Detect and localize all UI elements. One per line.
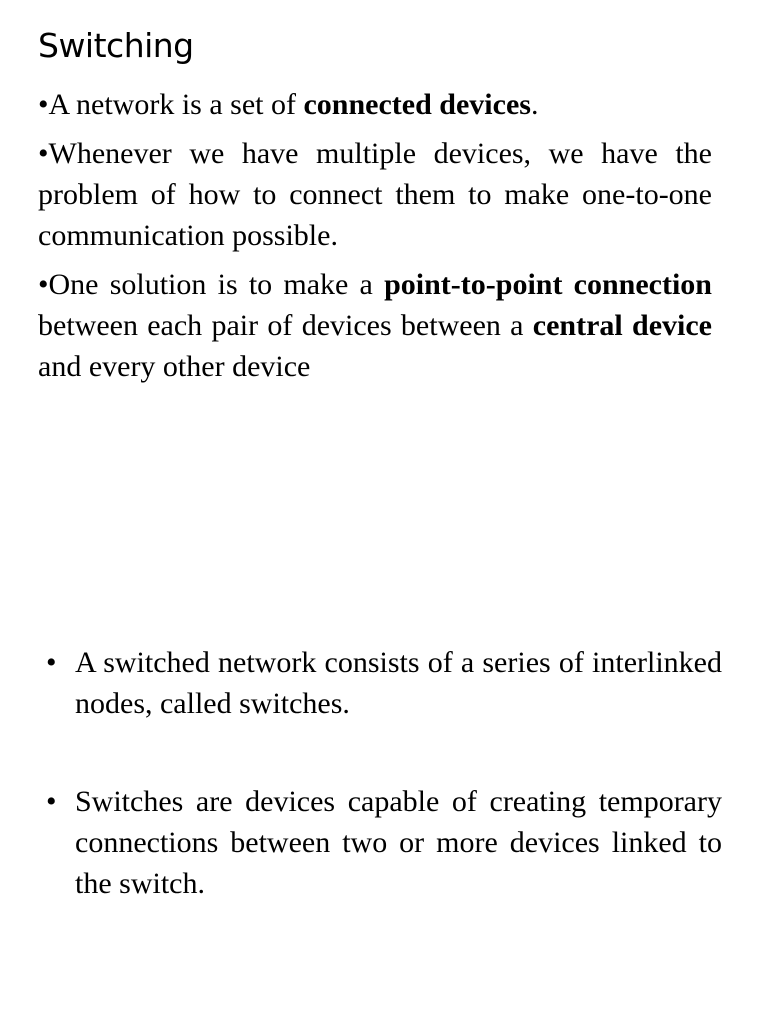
paragraph-bullet: • [38,137,49,170]
bullet-text: Switches are devices capable of creating temporary connections between two or more devices linked to the switch. [75,785,722,900]
paragraph-bold-text: central device [532,309,712,342]
paragraph-text: Whenever we have multiple devices, we have the problem of how to connect them to make one-to-one communication possible. [38,137,712,252]
paragraph-text: between each pair of devices between a [38,309,533,342]
paragraph-text: One solution is to make a [48,268,385,301]
bullet-marker: • [46,646,57,679]
paragraph-text: A network is a set of [48,88,304,121]
bullet-text: A switched network consists of a series of interlinked nodes, called switches. [75,646,722,720]
paragraph-network-definition [38,84,712,125]
paragraph-text: and every other device [38,350,311,383]
bullet-marker: • [46,785,57,818]
list-item [46,642,722,724]
slide-title: Switching [38,26,194,65]
paragraph-bold-text: connected devices [303,88,531,121]
paragraph-bullet: • [38,88,49,121]
paragraph-bold-text: point-to-point connection [384,268,712,301]
paragraph-bullet: • [38,268,49,301]
paragraph-multiple-devices [38,133,712,256]
paragraph-point-to-point-solution [38,264,712,387]
list-item [46,781,722,904]
paragraph-text: . [530,88,539,121]
